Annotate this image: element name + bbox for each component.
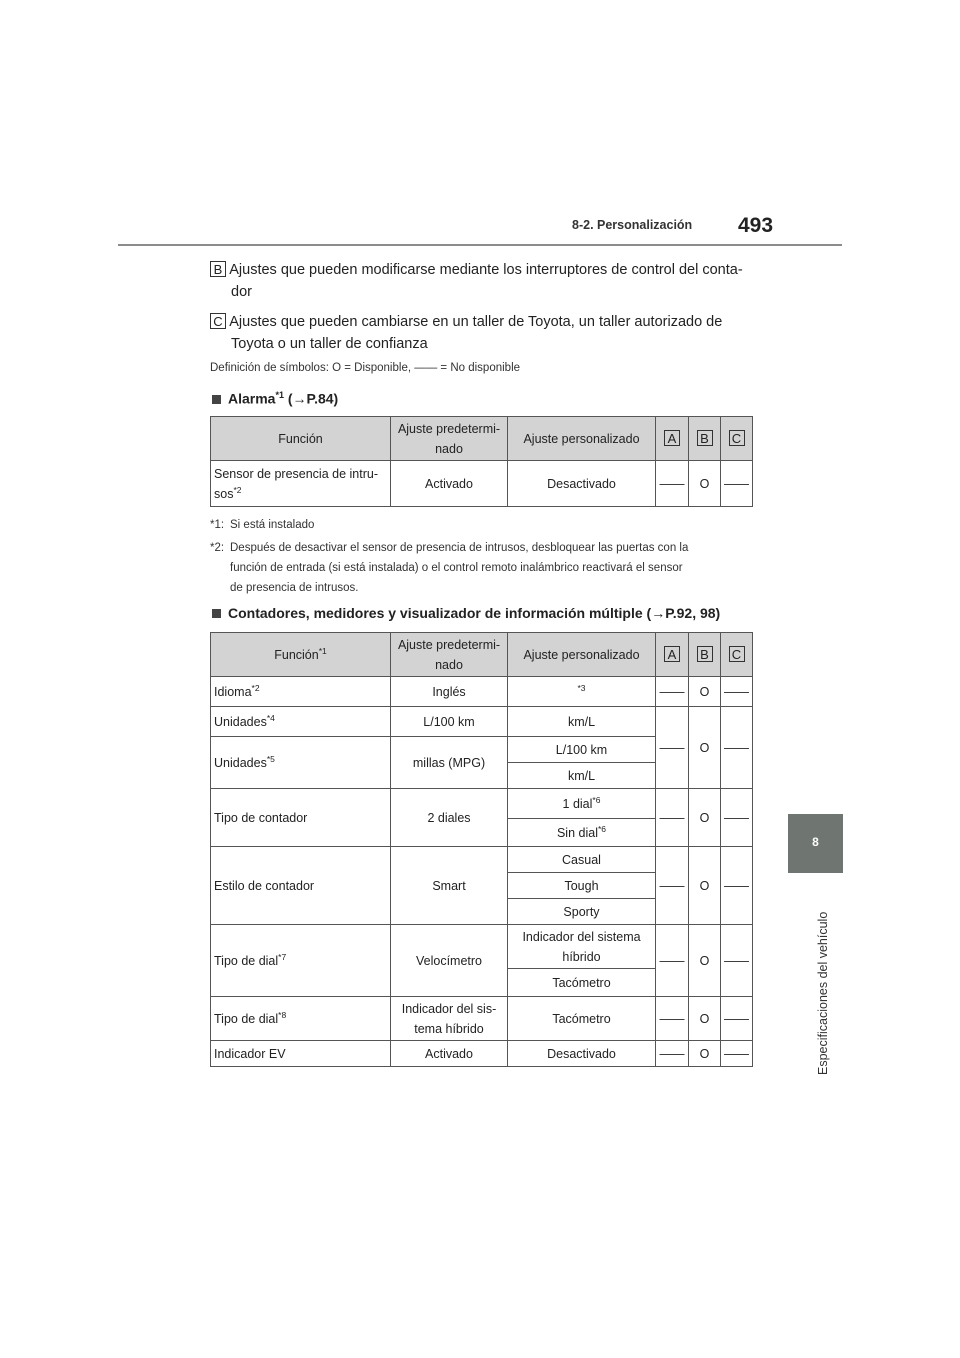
key-a-icon: A: [664, 430, 680, 446]
table-row: [211, 707, 753, 737]
footnote-text: Si está instalado: [230, 519, 315, 531]
header-funcion: Función$^{*1}$: [211, 633, 391, 677]
cell-b: O: [689, 1041, 721, 1067]
cell-funcion: Estilo de contador: [211, 847, 391, 925]
cell-custom: Desactivado: [508, 1041, 656, 1067]
header-custom: Ajuste personalizado: [508, 417, 656, 461]
cell-c: ——: [721, 789, 753, 847]
cell-default: L/100 km: [391, 707, 508, 737]
table-row: [211, 461, 753, 507]
meters-ref: (→P.92, 98): [646, 605, 721, 621]
intro-c-text-1: Ajustes que pueden cambiarse en un taller de Toyota, un taller autorizado de: [229, 314, 723, 330]
cell-funcion: Tipo de dial$^{*8}$: [211, 997, 391, 1041]
cell-b: O: [689, 789, 721, 847]
header-c: [721, 633, 753, 677]
cell-funcion: Tipo de dial$^{*7}$: [211, 925, 391, 997]
cell-a: ——: [656, 677, 689, 707]
cell-default: millas (MPG): [391, 737, 508, 789]
header-default: Ajuste predetermi- nado: [391, 633, 508, 677]
cell-a: ——: [656, 997, 689, 1041]
cell-custom: Desactivado: [508, 461, 656, 507]
cell-custom: *3: [508, 677, 656, 707]
cell-custom: Tough: [508, 873, 656, 899]
cell-c: ——: [721, 707, 753, 789]
footnote-2: [210, 538, 770, 598]
alarm-table-header: [211, 417, 753, 461]
key-b-icon: B: [210, 261, 226, 277]
alarm-ref: (→P.84): [287, 390, 339, 407]
footnote-mark: *2:: [210, 542, 225, 554]
cell-b: O: [689, 677, 721, 707]
cell-funcion: Tipo de contador: [211, 789, 391, 847]
cell-b: O: [689, 925, 721, 997]
cell-c: ——: [721, 997, 753, 1041]
meters-table: [210, 632, 753, 1067]
cell-b: O: [689, 847, 721, 925]
cell-b: O: [689, 997, 721, 1041]
table-row: [211, 1041, 753, 1067]
footnote-1: [210, 515, 770, 535]
cell-funcion: Unidades$^{*5}$: [211, 737, 391, 789]
key-c-icon: C: [210, 313, 226, 329]
meters-heading: [212, 605, 720, 621]
intro-b-text-2: dor: [231, 284, 252, 300]
cell-default: Velocímetro: [391, 925, 508, 997]
table-row: [211, 789, 753, 819]
cell-default: Activado: [391, 1041, 508, 1067]
bullet-icon: [212, 395, 221, 404]
cell-a: ——: [656, 847, 689, 925]
cell-default: 2 diales: [391, 789, 508, 847]
meters-table-header: [211, 633, 753, 677]
cell-c: ——: [721, 461, 753, 507]
symbols-definition: Definición de símbolos: O = Disponible, —— = No disponible: [210, 362, 521, 374]
chapter-number: 8: [812, 835, 819, 849]
cell-default: Inglés: [391, 677, 508, 707]
key-b-icon: B: [697, 646, 713, 662]
cell-default: Indicador del sis- tema híbrido: [391, 997, 508, 1041]
cell-a: ——: [656, 461, 689, 507]
header-divider: [118, 244, 842, 246]
header-default: Ajuste predetermi- nado: [391, 417, 508, 461]
cell-a: ——: [656, 1041, 689, 1067]
footnote-text: Después de desactivar el sensor de presencia de intrusos, desbloquear las puertas con la función de entrada (si está instalada) o el control remoto inalámbrico reactivará el sensor de presencia de intrusos.: [230, 542, 689, 594]
header-b: [689, 417, 721, 461]
key-c-icon: C: [729, 430, 745, 446]
table-row: [211, 677, 753, 707]
cell-a: ——: [656, 925, 689, 997]
page-number: 493: [738, 214, 774, 237]
chapter-label: Especificaciones del vehículo: [816, 911, 830, 1075]
bullet-icon: [212, 609, 221, 618]
meters-title: Contadores, medidores y visualizador de información múltiple: [228, 605, 643, 621]
header-a: [656, 417, 689, 461]
cell-b: O: [689, 707, 721, 789]
intro-c-line: [210, 310, 722, 334]
table-row: [211, 925, 753, 969]
cell-custom: Sporty: [508, 899, 656, 925]
cell-funcion: Idioma$^{*2}$: [211, 677, 391, 707]
intro-b-text-1: Ajustes que pueden modificarse mediante los interruptores de control del conta-: [229, 262, 743, 278]
intro-c-text-2: Toyota o un taller de confianza: [231, 336, 428, 352]
cell-funcion: Unidades$^{*4}$: [211, 707, 391, 737]
cell-custom: km/L: [508, 763, 656, 789]
cell-custom: Tacómetro: [508, 969, 656, 997]
table-row: [211, 847, 753, 873]
alarm-table: [210, 416, 753, 507]
alarm-title-sup: *1: [275, 390, 284, 400]
key-c-icon: C: [729, 646, 745, 662]
key-b-icon: B: [697, 430, 713, 446]
table-row: [211, 997, 753, 1041]
key-a-icon: A: [664, 646, 680, 662]
cell-a: ——: [656, 789, 689, 847]
cell-custom: Indicador del sistema híbrido: [508, 925, 656, 969]
cell-funcion: Sensor de presencia de intru- sos$^{*2}$: [211, 461, 391, 507]
cell-c: ——: [721, 1041, 753, 1067]
cell-default: Smart: [391, 847, 508, 925]
cell-funcion: Indicador EV: [211, 1041, 391, 1067]
section-title: 8-2. Personalización: [572, 218, 693, 232]
cell-custom: Sin dial$^{*6}$: [508, 819, 656, 847]
cell-c: ——: [721, 677, 753, 707]
alarm-heading: [212, 390, 338, 407]
intro-b-line: [210, 258, 743, 282]
footnote-mark: *1:: [210, 519, 225, 531]
header-b: [689, 633, 721, 677]
header-custom: Ajuste personalizado: [508, 633, 656, 677]
cell-custom: L/100 km: [508, 737, 656, 763]
cell-custom: 1 dial$^{*6}$: [508, 789, 656, 819]
cell-custom: Casual: [508, 847, 656, 873]
cell-custom: km/L: [508, 707, 656, 737]
cell-b: O: [689, 461, 721, 507]
cell-c: ——: [721, 847, 753, 925]
cell-a: ——: [656, 707, 689, 789]
cell-default: Activado: [391, 461, 508, 507]
header-funcion: Función: [211, 417, 391, 461]
alarm-title: Alarma: [228, 390, 276, 407]
cell-custom: Tacómetro: [508, 997, 656, 1041]
header-a: [656, 633, 689, 677]
header-c: [721, 417, 753, 461]
cell-c: ——: [721, 925, 753, 997]
